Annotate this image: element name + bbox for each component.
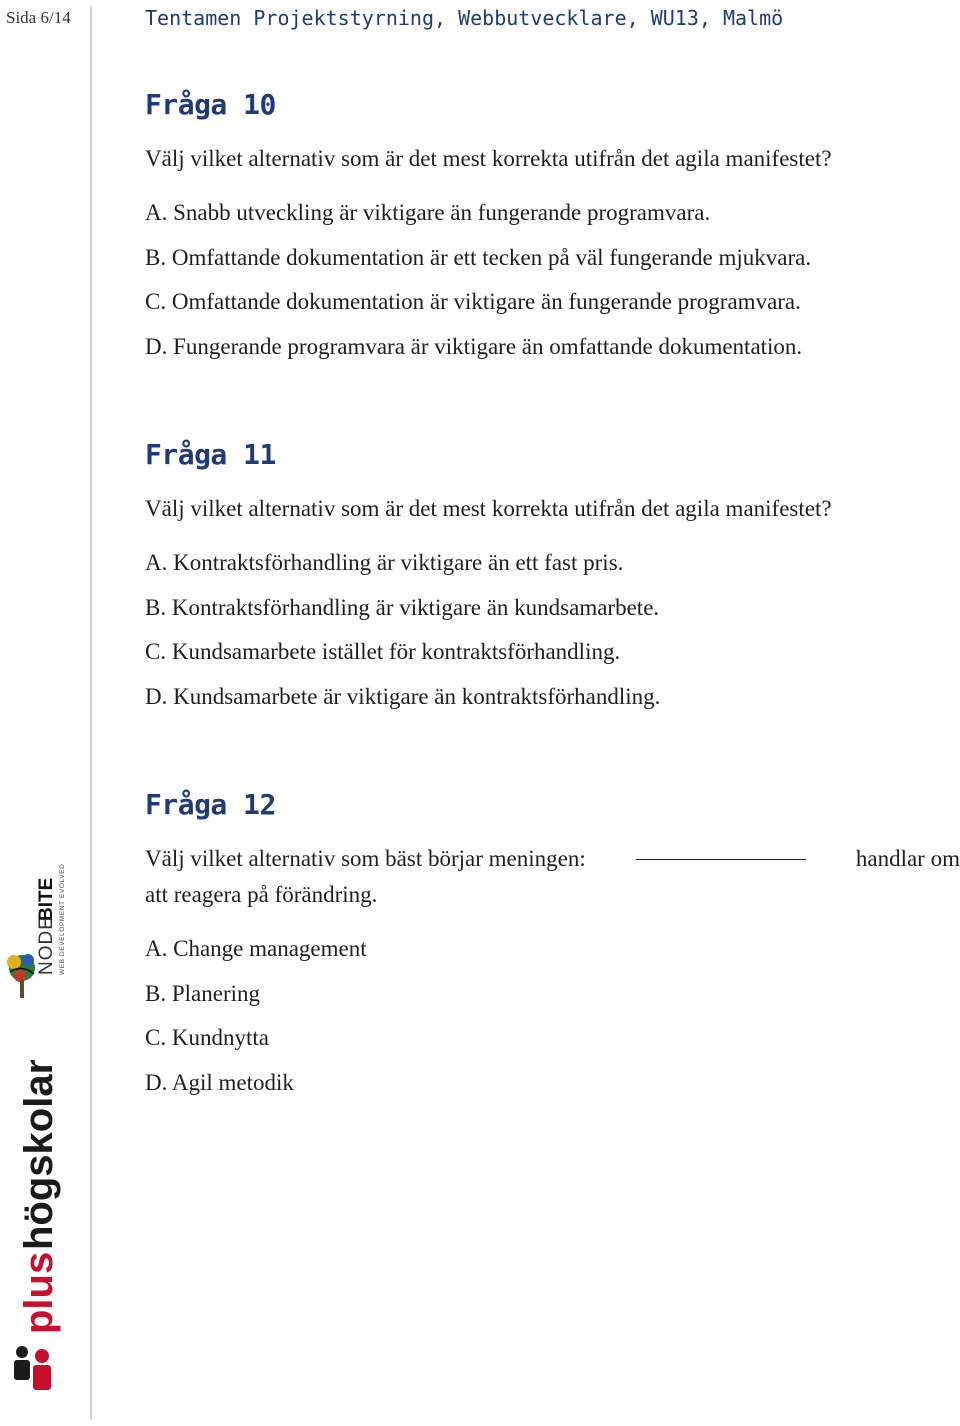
- option-d: D. Kundsamarbete är viktigare än kontraktsförhandling.: [145, 683, 661, 709]
- option-c: C. Kundnytta: [145, 1025, 269, 1050]
- plus-word: plus: [17, 1251, 61, 1334]
- question-title: Fråga 11: [145, 438, 276, 471]
- option-list: [145, 541, 960, 719]
- option-list: [145, 191, 960, 369]
- question-title: Fråga 10: [145, 88, 276, 121]
- question-10: [145, 88, 960, 369]
- option-b: B. Kontraktsförhandling är viktigare än kundsamarbete.: [145, 594, 660, 620]
- question-text-end: handlar om: [855, 846, 960, 871]
- question-12: [145, 788, 960, 1105]
- sidebar-divider: [90, 6, 92, 1420]
- document-header: Tentamen Projektstyrning, Webbutvecklare, WU13, Malmö: [145, 6, 784, 30]
- option-b: B. Planering: [145, 980, 260, 1006]
- question-text: Välj vilket alternativ som är det mest korrekta utifrån det agila manifestet?: [145, 146, 832, 171]
- plushogskolan-logo: [0, 1060, 90, 1400]
- option-c: C. Omfattande dokumentation är viktigare än fungerande programvara.: [145, 289, 801, 314]
- fill-in-blank: [636, 841, 806, 860]
- nodebite-emblem-icon: [7, 954, 35, 998]
- question-title: Fråga 12: [145, 788, 276, 821]
- page-number: Sida 6/14: [6, 8, 71, 27]
- question-11: [145, 438, 960, 719]
- option-b: B. Omfattande dokumentation är ett tecken på väl fungerande mjukvara.: [145, 244, 812, 270]
- question-text: [145, 841, 960, 913]
- option-a: A. Change management: [145, 936, 367, 961]
- option-c: C. Kundsamarbete istället för kontraktsförhandling.: [145, 639, 621, 664]
- option-a: A. Kontraktsförhandling är viktigare än ett fast pris.: [145, 550, 624, 575]
- hogskolan-word: högskolan: [17, 1060, 61, 1250]
- option-d: D. Agil metodik: [145, 1069, 294, 1095]
- nodebite-word-node: NODE: [36, 916, 57, 975]
- question-text: Välj vilket alternativ som är det mest korrekta utifrån det agila manifestet?: [145, 496, 832, 521]
- question-text-start: Välj vilket alternativ som bäst börjar meningen:: [145, 846, 586, 871]
- nodebite-word-bite: BITE: [36, 877, 57, 921]
- nodebite-tagline: WEB DEVELOPMENT EVOLVED: [59, 863, 66, 975]
- plus-people-icon: [14, 1346, 51, 1390]
- question-text-line2: att reagera på förändring.: [145, 882, 378, 907]
- option-list: [145, 927, 960, 1105]
- nodebite-logo: [0, 840, 90, 1020]
- option-d: D. Fungerande programvara är viktigare än omfattande dokumentation.: [145, 333, 803, 359]
- option-a: A. Snabb utveckling är viktigare än fungerande programvara.: [145, 200, 711, 225]
